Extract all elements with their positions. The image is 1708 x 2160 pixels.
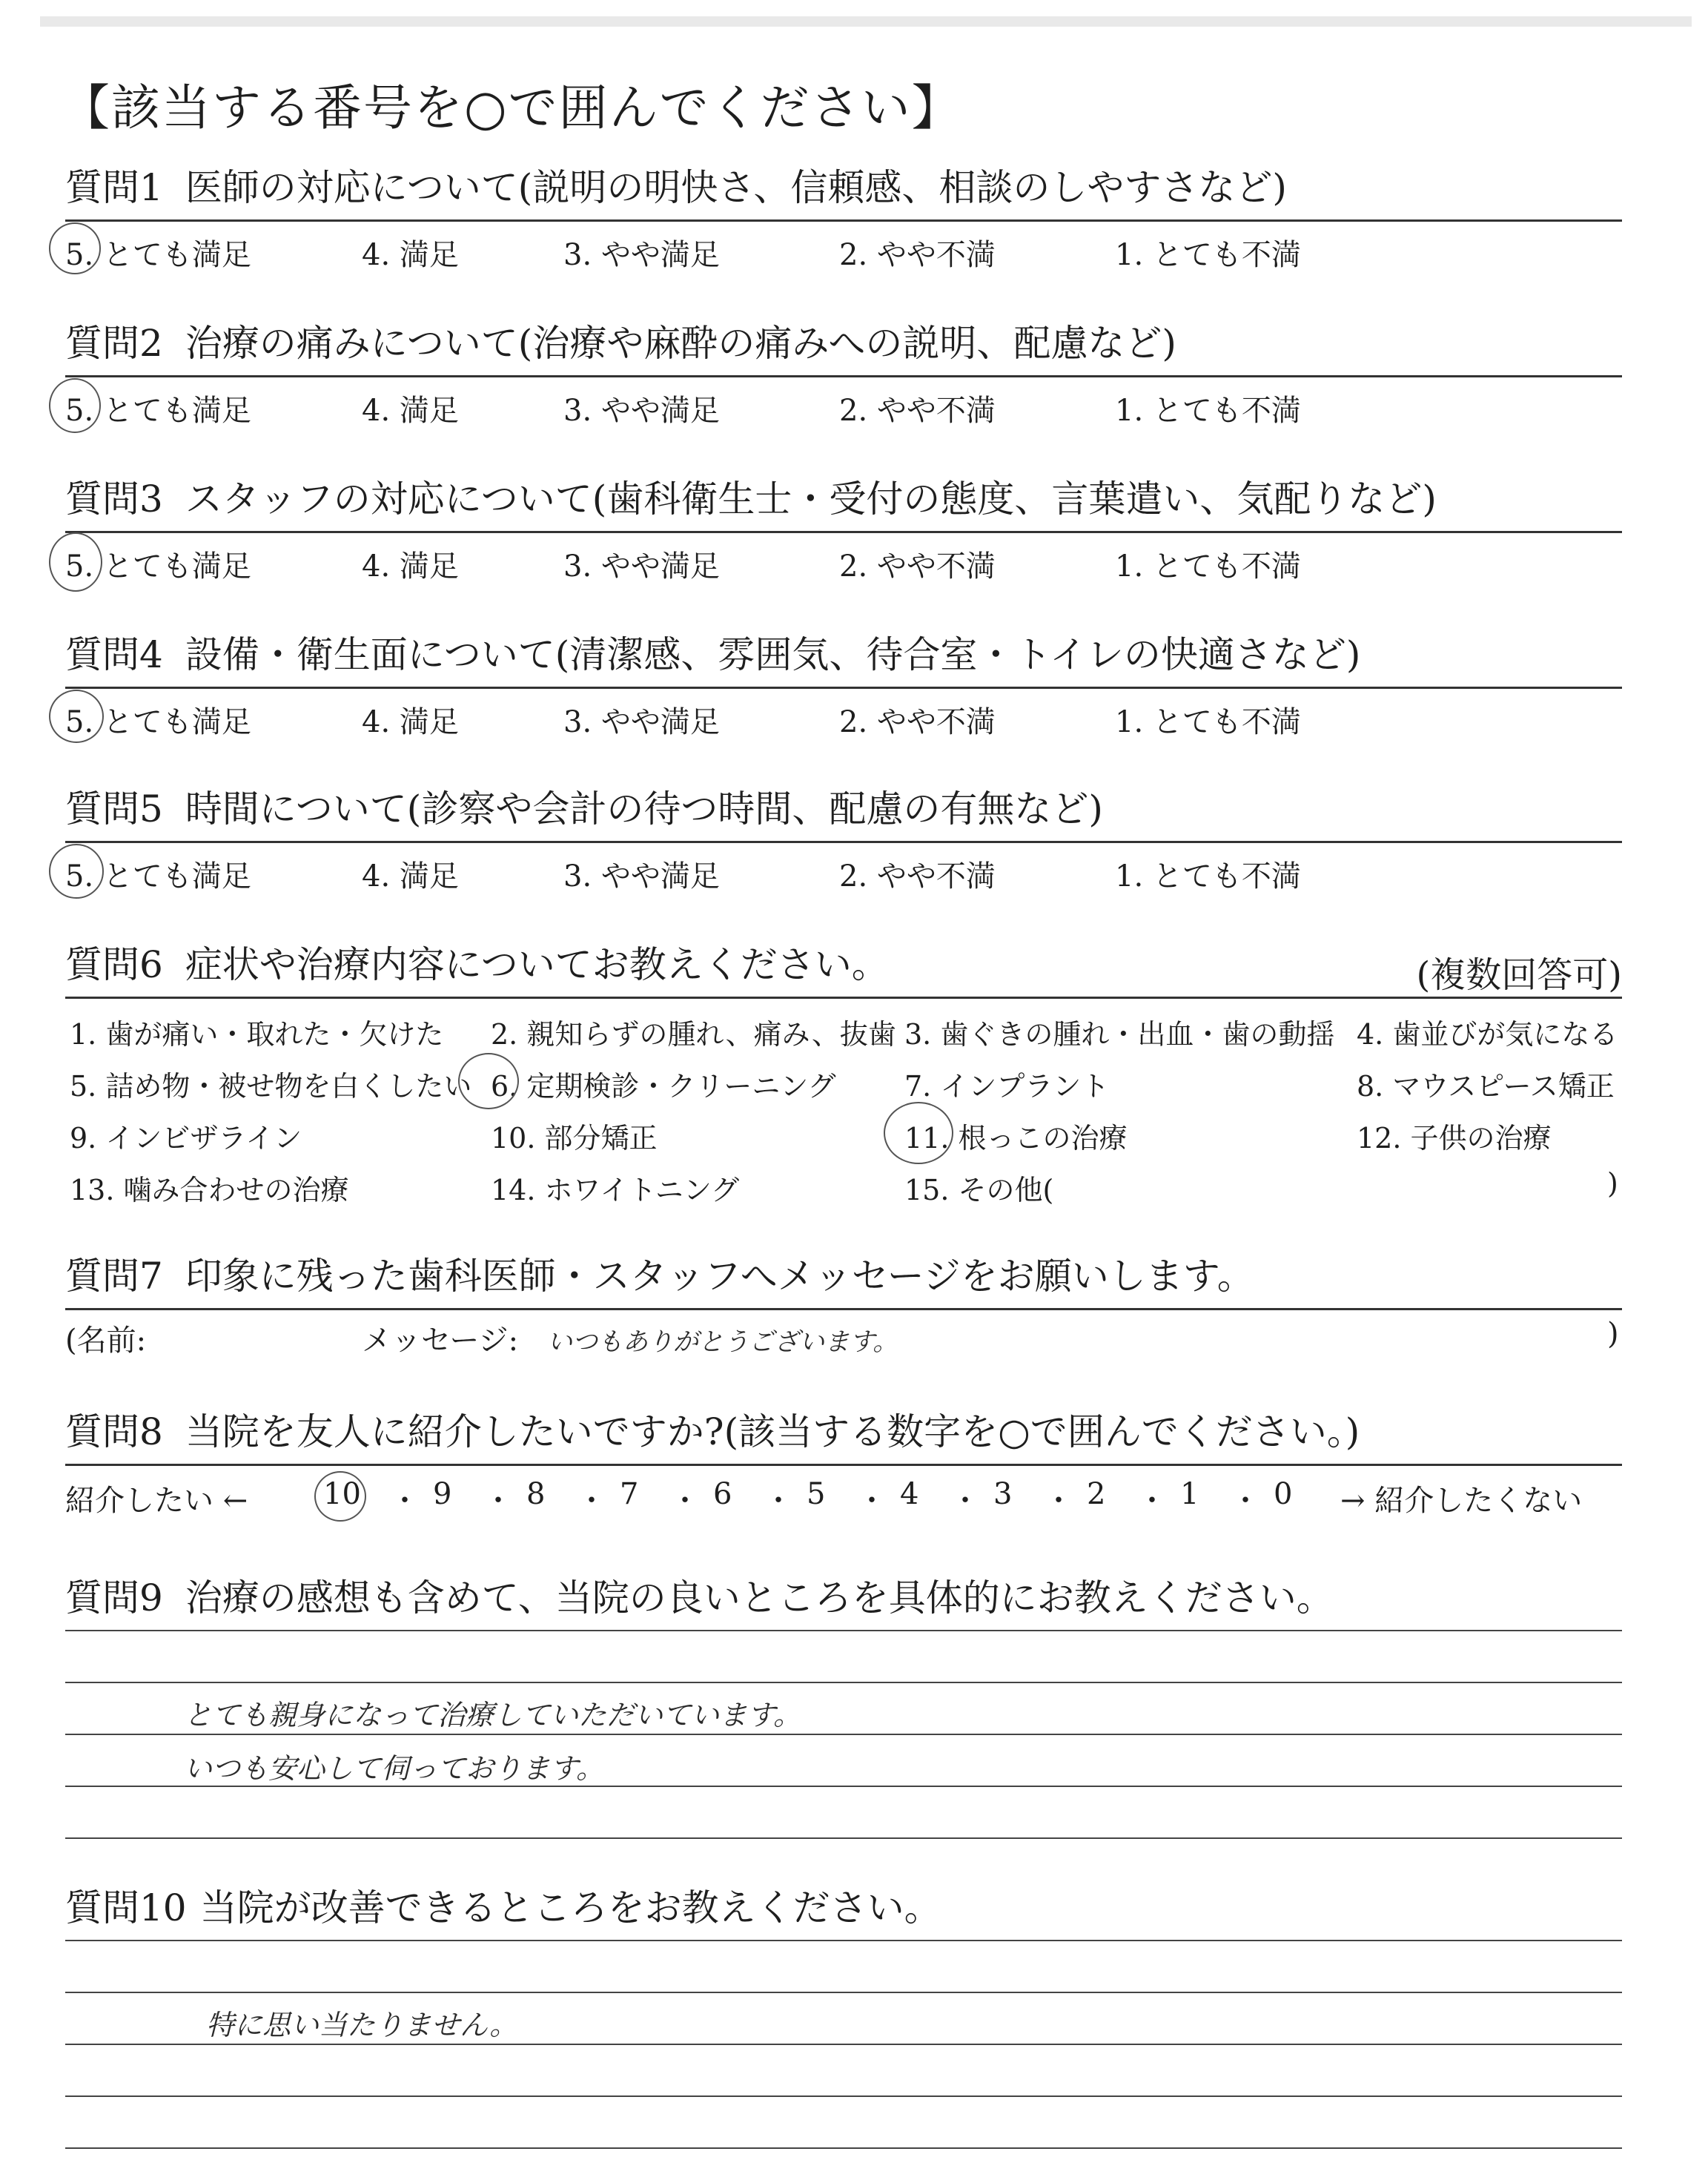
question-text: 治療の痛みについて(治療や麻酔の痛みへの説明、配慮など) [185,322,1176,365]
question-6 [65,943,1622,1213]
rating-option-4[interactable]: 4. 満足 [362,238,459,272]
question-3 [65,480,1622,584]
scale-right-label: → 紹介したくない [1340,1484,1583,1518]
question-rule [65,219,1622,222]
message-label: メッセージ: [362,1324,519,1358]
scale-value-8[interactable]: 8 [526,1477,546,1511]
treatment-option-other[interactable]: 15. その他( [904,1174,1054,1206]
rating-option-5[interactable]: 5. とても満足 [65,238,251,272]
rating-option-2[interactable]: 2. やや不満 [839,394,996,428]
question-number: 質問1 [65,166,163,209]
question-10 [65,1886,1622,2156]
question-rule [65,997,1622,999]
selection-circle [49,222,101,274]
rating-option-1[interactable]: 1. とても不満 [1115,238,1301,272]
question-number: 質問2 [65,322,163,365]
scale-value-7[interactable]: 7 [620,1477,639,1511]
question-8 [65,1410,1622,1518]
question-5-title [65,787,1622,838]
question-5 [65,787,1622,894]
scale-value-0[interactable]: 0 [1274,1477,1293,1511]
treatment-option[interactable]: 5. 詰め物・被せ物を白くしたい [70,1070,472,1103]
treatment-option[interactable]: 3. 歯ぐきの腫れ・出血・歯の動揺 [904,1018,1335,1051]
question-number: 質問8 [65,1410,163,1453]
question-1-title [65,166,1622,217]
scale-value-1[interactable]: 1 [1180,1477,1199,1511]
treatment-option[interactable]: 2. 親知らずの腫れ、痛み、抜歯 [491,1018,896,1051]
rating-option-2[interactable]: 2. やや不満 [839,238,996,272]
rating-option-5[interactable]: 5. とても満足 [65,394,251,428]
question-rule [65,841,1622,843]
handwritten-answer: とても親身になって治療していただいています。 [184,1699,801,1731]
rating-option-1[interactable]: 1. とても不満 [1115,549,1301,584]
question-text: 医師の対応について(説明の明快さ、信頼感、相談のしやすさなど) [185,166,1287,209]
scale-dot: ・ [483,1484,513,1518]
treatment-option[interactable]: 13. 噛み合わせの治療 [70,1174,349,1206]
question-number: 質問6 [65,943,163,986]
answer-line [65,1940,1622,1941]
question-3-title [65,480,1622,528]
selection-circle [49,378,101,433]
selection-circle [49,690,104,743]
question-text: 当院を友人に紹介したいですか?(該当する数字を○で囲んでください。) [185,1410,1360,1453]
rating-options [65,231,1622,276]
question-text: 当院が改善できるところをお教えください。 [199,1886,941,1929]
rating-option-3[interactable]: 3. やや満足 [563,394,720,428]
scale-dot: ・ [1137,1484,1167,1518]
treatment-option[interactable]: 10. 部分矯正 [491,1122,658,1155]
question-2 [65,322,1622,429]
treatment-option[interactable]: 8. マウスピース矯正 [1357,1070,1615,1103]
question-9 [65,1576,1622,1861]
page-heading: 【該当する番号を○で囲んでください】 [61,79,962,136]
question-2-title [65,322,1622,372]
rating-option-3[interactable]: 3. やや満足 [563,238,720,272]
scale-value-9[interactable]: 9 [433,1477,452,1511]
treatment-option[interactable]: 14. ホワイトニング [491,1174,740,1206]
treatment-option[interactable]: 6. 定期検診・クリーニング [491,1070,836,1103]
treatment-option[interactable]: 4. 歯並びが気になる [1357,1018,1618,1051]
question-text: スタッフの対応について(歯科衛生士・受付の態度、言葉遣い、気配りなど) [185,478,1437,521]
rating-option-2[interactable]: 2. やや不満 [839,549,996,584]
treatment-option[interactable]: 11. 根っこの治療 [904,1122,1128,1155]
rating-options [65,387,1622,432]
question-number: 質問5 [65,787,163,830]
question-1 [65,166,1622,273]
question-rule [65,1464,1622,1466]
question-8-title [65,1410,1622,1461]
scale-value-10[interactable]: 10 [323,1477,361,1511]
treatment-option[interactable]: 1. 歯が痛い・取れた・欠けた [70,1018,444,1051]
question-number: 質問3 [65,478,163,521]
handwritten-answer: いつも安心して伺っております。 [184,1752,604,1785]
other-close-paren: ) [1607,1167,1618,1200]
scale-value-5[interactable]: 5 [807,1477,826,1511]
question-text: 印象に残った歯科医師・スタッフへメッセージをお願いします。 [185,1255,1254,1298]
handwritten-message: いつもありがとうございます。 [547,1327,898,1357]
handwritten-answer: 特に思い当たりません。 [206,2009,518,2041]
question-rule [65,375,1622,377]
treatment-option[interactable]: 7. インプラント [904,1070,1110,1103]
selection-circle-10 [314,1471,366,1522]
scale-dot: ・ [670,1484,700,1518]
selection-circle-11 [884,1102,953,1164]
rating-option-4[interactable]: 4. 満足 [362,859,459,894]
answer-line [65,1992,1622,1993]
question-7-title [65,1255,1622,1305]
question-text: 設備・衛生面について(清潔感、雰囲気、待合室・トイレの快適さなど) [185,633,1361,676]
scale-dot: ・ [390,1484,420,1518]
rating-option-4[interactable]: 4. 満足 [362,549,459,584]
selection-circle [49,532,102,592]
message-close-paren: ) [1607,1317,1619,1351]
question-4-title [65,633,1622,684]
question-6-title [65,943,1622,994]
scale-value-6[interactable]: 6 [713,1477,732,1511]
rating-option-3[interactable]: 3. やや満足 [563,705,720,739]
selection-circle-6 [458,1053,519,1109]
scale-value-4[interactable]: 4 [900,1477,919,1511]
rating-option-3[interactable]: 3. やや満足 [563,549,720,584]
rating-option-1[interactable]: 1. とても不満 [1115,394,1301,428]
scale-value-2[interactable]: 2 [1087,1477,1106,1511]
rating-option-5[interactable]: 5. とても満足 [65,859,251,894]
question-text: 時間について(診察や会計の待つ時間、配慮の有無など) [185,787,1103,830]
rating-option-4[interactable]: 4. 満足 [362,705,459,739]
treatment-option[interactable]: 12. 子供の治療 [1357,1122,1552,1155]
multiple-answers-note: (複数回答可) [1416,954,1622,996]
answer-line [65,2044,1622,2045]
answer-line [65,2095,1622,2097]
treatment-option[interactable]: 9. インビザライン [70,1122,302,1155]
scale-left-label: 紹介したい ← [65,1484,248,1518]
answer-line [65,2147,1622,2149]
scale-dot: ・ [857,1484,887,1518]
question-rule [65,687,1622,689]
answer-line [65,1630,1622,1631]
rating-options [65,698,1622,743]
scale-dot: ・ [950,1484,980,1518]
question-9-title [65,1576,1622,1627]
name-label: (名前: [65,1324,147,1358]
question-4 [65,633,1622,740]
scale-dot: ・ [764,1484,793,1518]
question-text: 症状や治療内容についてお教えください。 [185,943,889,986]
question-10-title [65,1886,1622,1937]
rating-option-1[interactable]: 1. とても不満 [1115,859,1301,894]
scale-dot: ・ [577,1484,606,1518]
question-rule [65,1308,1622,1310]
rating-option-1[interactable]: 1. とても不満 [1115,705,1301,739]
recommend-scale [65,1477,1622,1522]
rating-option-3[interactable]: 3. やや満足 [563,859,720,894]
rating-option-5[interactable]: 5. とても満足 [65,705,251,739]
question-number: 質問9 [65,1576,163,1619]
scale-value-3[interactable]: 3 [993,1477,1013,1511]
rating-options [65,543,1622,587]
answer-line [65,1734,1622,1735]
question-7 [65,1255,1622,1361]
question-text: 治療の感想も含めて、当院の良いところを具体的にお教えください。 [185,1576,1334,1619]
answer-line [65,1682,1622,1683]
scale-dot: ・ [1231,1484,1260,1518]
rating-option-2[interactable]: 2. やや不満 [839,859,996,894]
question-rule [65,531,1622,533]
question-number: 質問4 [65,633,163,676]
answer-line [65,1837,1622,1839]
question-number: 質問7 [65,1255,163,1298]
treatment-options [65,1011,1622,1212]
question-number: 質問10 [65,1886,187,1929]
selection-circle [49,844,104,899]
rating-option-5[interactable]: 5. とても満足 [65,549,251,584]
rating-option-4[interactable]: 4. 満足 [362,394,459,428]
rating-options [65,853,1622,897]
scale-dot: ・ [1044,1484,1073,1518]
scan-top-edge [40,16,1692,27]
rating-option-2[interactable]: 2. やや不満 [839,705,996,739]
